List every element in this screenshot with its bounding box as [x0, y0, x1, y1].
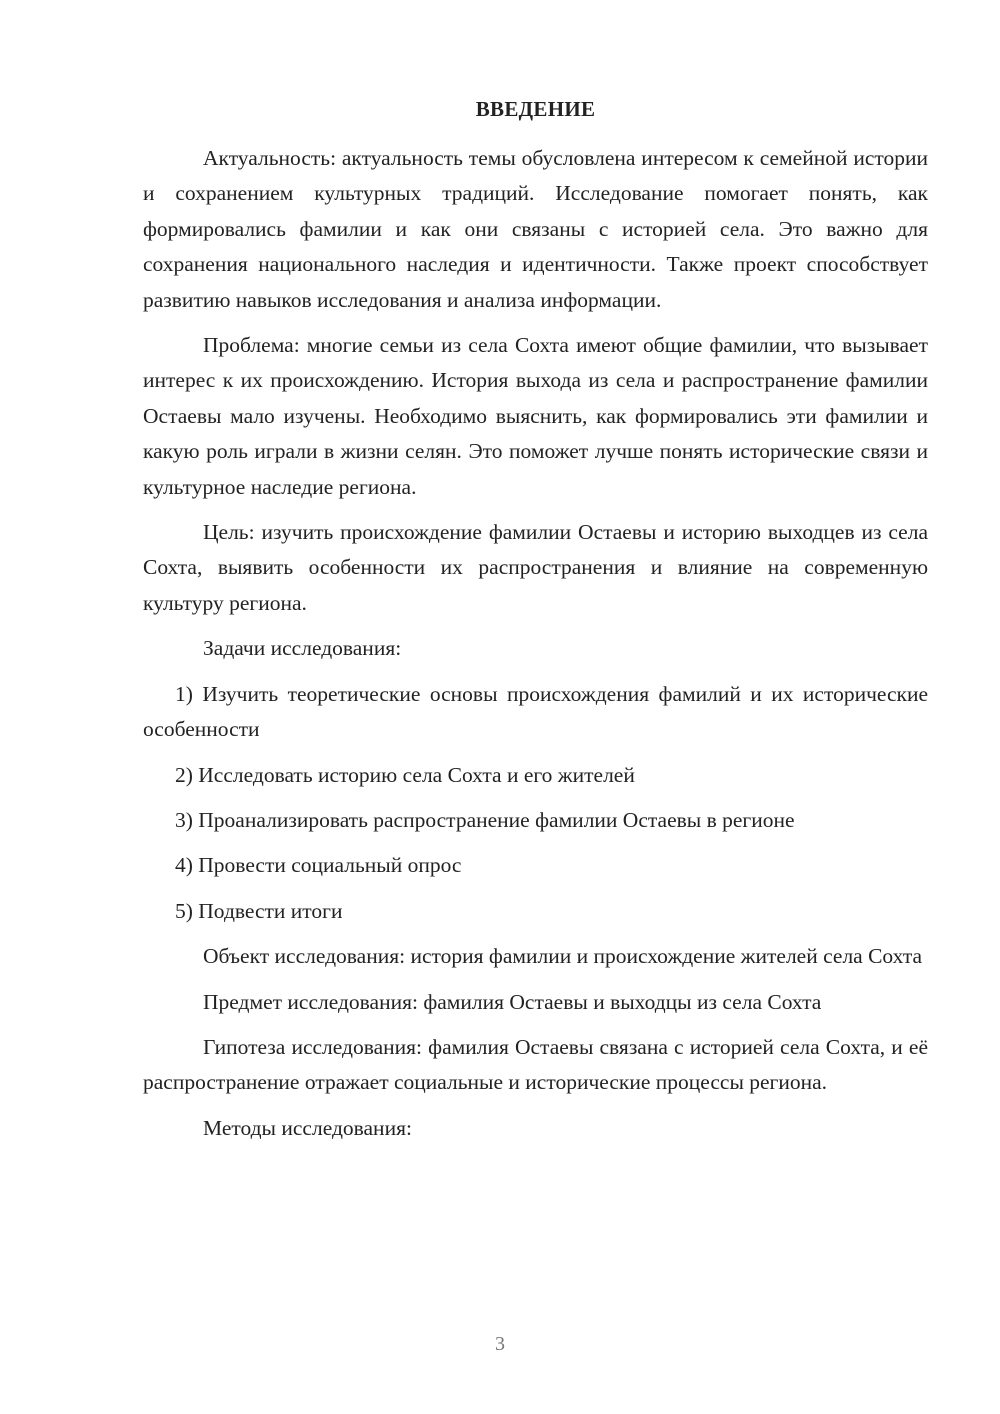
task-item-3: 3) Проанализировать распространение фамилии Остаевы в регионе [175, 807, 795, 832]
section-title: ВВЕДЕНИЕ [475, 97, 596, 121]
methods-heading: Методы исследования: [203, 1115, 412, 1140]
task-item-5: 5) Подвести итоги [175, 898, 343, 923]
task-item-2: 2) Исследовать историю села Сохта и его жителей [175, 762, 635, 787]
paragraph-subject: Предмет исследования: фамилия Остаевы и выходцы из села Сохта [203, 989, 822, 1014]
paragraph-problem: Проблема: многие семьи из села Сохта имеют общие фамилии, что вызывает интерес к их происхождению. История выхода из села и распространение фамилии Остаевы мало изучены. Необходимо выяснить, как формировались эти фамилии и какую роль играли в жизни селян. Это поможет лучше понять исторические связи и культурное наследие региона. [143, 333, 928, 499]
task-item-1: 1) Изучить теоретические основы происхождения фамилий и их исторические особенности [143, 681, 928, 742]
paragraph-goal: Цель: изучить происхождение фамилии Остаевы и историю выходцев из села Сохта, выявить особенности их распространения и влияние на современную культуру региона. [143, 520, 928, 615]
tasks-heading: Задачи исследования: [203, 636, 402, 661]
document-body [143, 141, 928, 1156]
task-item-4: 4) Провести социальный опрос [175, 853, 462, 878]
paragraph-relevance: Актуальность: актуальность темы обусловлена интересом к семейной истории и сохранением культурных традиций. Исследование помогает понять, как формировались фамилии и как они связаны с историей села. Это важно для сохранения национального наследия и идентичности. Также проект способствует развитию навыков исследования и анализа информации. [143, 146, 928, 312]
paragraph-object: Объект исследования: история фамилии и происхождение жителей села Сохта [203, 944, 923, 969]
paragraph-hypothesis: Гипотеза исследования: фамилия Остаевы связана с историей села Сохта, и её распространение отражает социальные и исторические процессы региона. [143, 1034, 928, 1095]
page-number: 3 [495, 1333, 505, 1355]
